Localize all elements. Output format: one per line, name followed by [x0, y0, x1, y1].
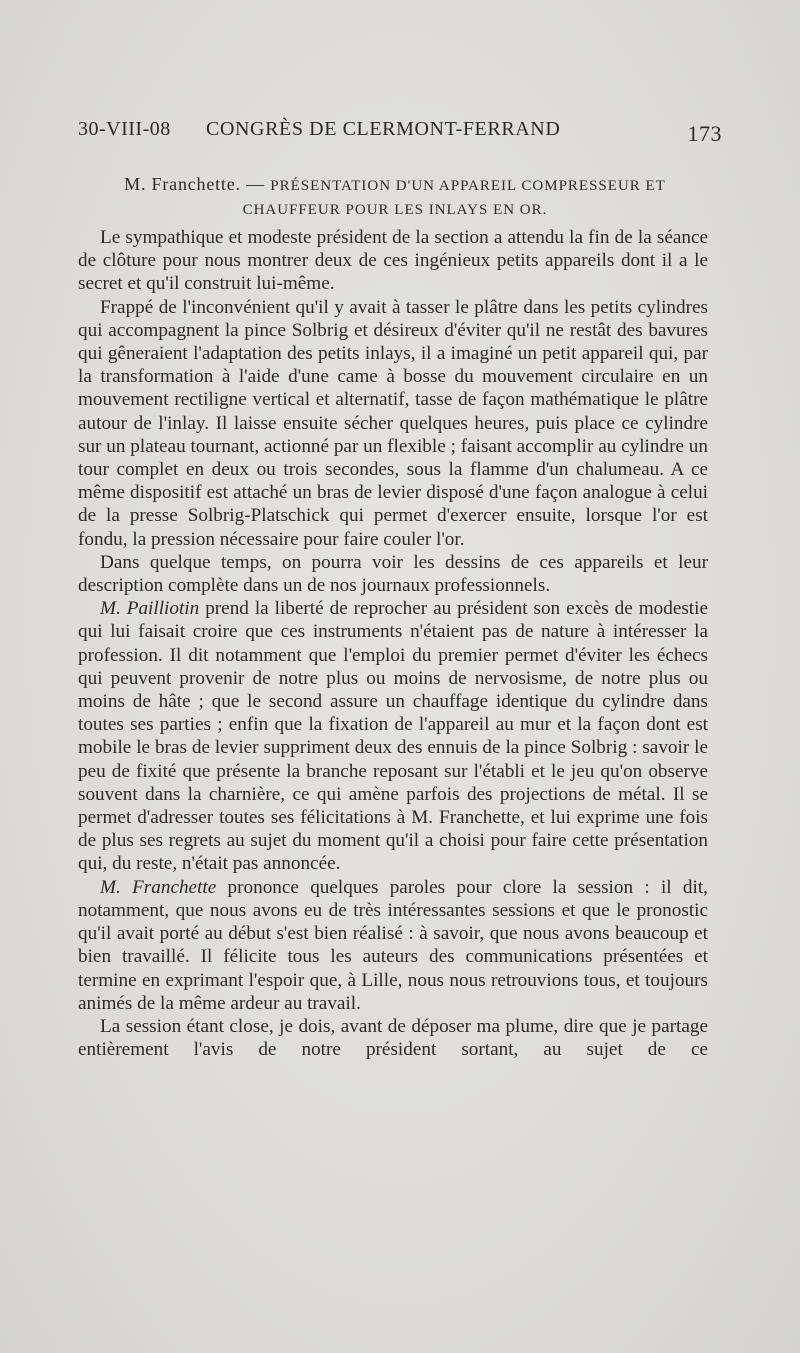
paragraph-3: Dans quelque temps, on pourra voir les dessins de ces appareils et leur description complète dans un de nos journaux professionnels.: [78, 551, 708, 597]
speaker-pailliotin: M. Pailliotin: [100, 598, 200, 620]
body-text: [78, 226, 708, 1061]
paragraph-4: [78, 597, 708, 875]
header-congress: CONGRÈS DE CLERMONT-FERRAND: [206, 118, 561, 140]
paragraph-4-text: prend la liberté de reprocher au président son excès de modestie qui lui faisait croire que ces instruments n'étaient pas de nature à intéresser la profession. Il dit notamment que l'emploi du premier permet d'éviter les échecs qui peuvent provenir de notre plus ou moins de nervosisme, de notre plus ou moins de hâte ; que le second assure un chauffage identique du cylindre dans toutes ses parties ; enfin que la fixation de l'appareil au mur et la façon dont est mobile le bras de levier suppriment deux des ennuis de la pince Solbrig : savoir le peu de fixité que présente la branche reposant sur l'établi et le jeu qu'on observe souvent dans la charnière, ce qui amène parfois des projections de métal. Il se permet d'adresser toutes ses félicitations à M. Franchette, et lui exprime une fois de plus ses regrets au sujet du moment qu'il a choisi pour faire cette présentation qui, du reste, n'était pas annoncée.: [78, 598, 708, 875]
title-author: M. Franchette. —: [124, 174, 265, 194]
paragraph-5-text: prononce quelques paroles pour clore la session : il dit, notamment, que nous avons eu de très intéressantes sessions et que le pronostic qu'il avait porté au début s'est bien réalisé : à savoir, que nous avons beaucoup et bien travaillé. Il félicite tous les auteurs des communications présentées et termine en exprimant l'espoir que, à Lille, nous nous retrouvions tous, et toujours animés de la même ardeur au travail.: [78, 876, 708, 1014]
paragraph-1: Le sympathique et modeste président de la section a attendu la fin de la séance de clôture pour nous montrer deux de ces ingénieux petits appareils dont il a le secret et qu'il construit lui-même.: [78, 227, 708, 295]
speaker-franchette: M. Franchette: [100, 876, 217, 898]
section-title: [78, 172, 712, 223]
paragraph-5: [78, 876, 708, 1015]
header-date: 30-VIII-08: [78, 118, 171, 140]
paragraph-2: Frappé de l'inconvénient qu'il y avait à tasser le plâtre dans les petits cylindres qui accompagnent la pince Solbrig et désireux d'éviter qu'il ne restât des bavures qui gêneraient l'adaptation des petits inlays, il a imaginé un petit appareil qui, par la transformation à l'aide d'une came à bosse du mouvement circulaire en un mouvement rectiligne vertical et alternatif, tasse de façon mathématique le plâtre autour de l'inlay. Il laisse ensuite sécher quelques heures, puis place ce cylindre sur un plateau tournant, actionné par un flexible ; faisant accomplir au cylindre un tour complet en deux ou trois secondes, sous la flamme d'un chalumeau. A ce même dispositif est attaché un bras de levier disposé d'une façon analogue à celui de la presse Solbrig-Platschick qui permet d'exercer ensuite, lorsque l'or est fondu, la pression nécessaire pour faire couler l'or.: [78, 296, 708, 550]
title-line-1: PRÉSENTATION D'UN APPAREIL COMPRESSEUR ET: [270, 178, 666, 194]
paragraph-6: La session étant close, je dois, avant de déposer ma plume, dire que je partage entièrement l'avis de notre président sortant, au sujet de ce: [78, 1015, 708, 1061]
title-line-2: CHAUFFEUR POUR LES INLAYS EN OR.: [242, 202, 548, 218]
running-header: [78, 118, 722, 148]
page-number: 173: [687, 121, 722, 146]
